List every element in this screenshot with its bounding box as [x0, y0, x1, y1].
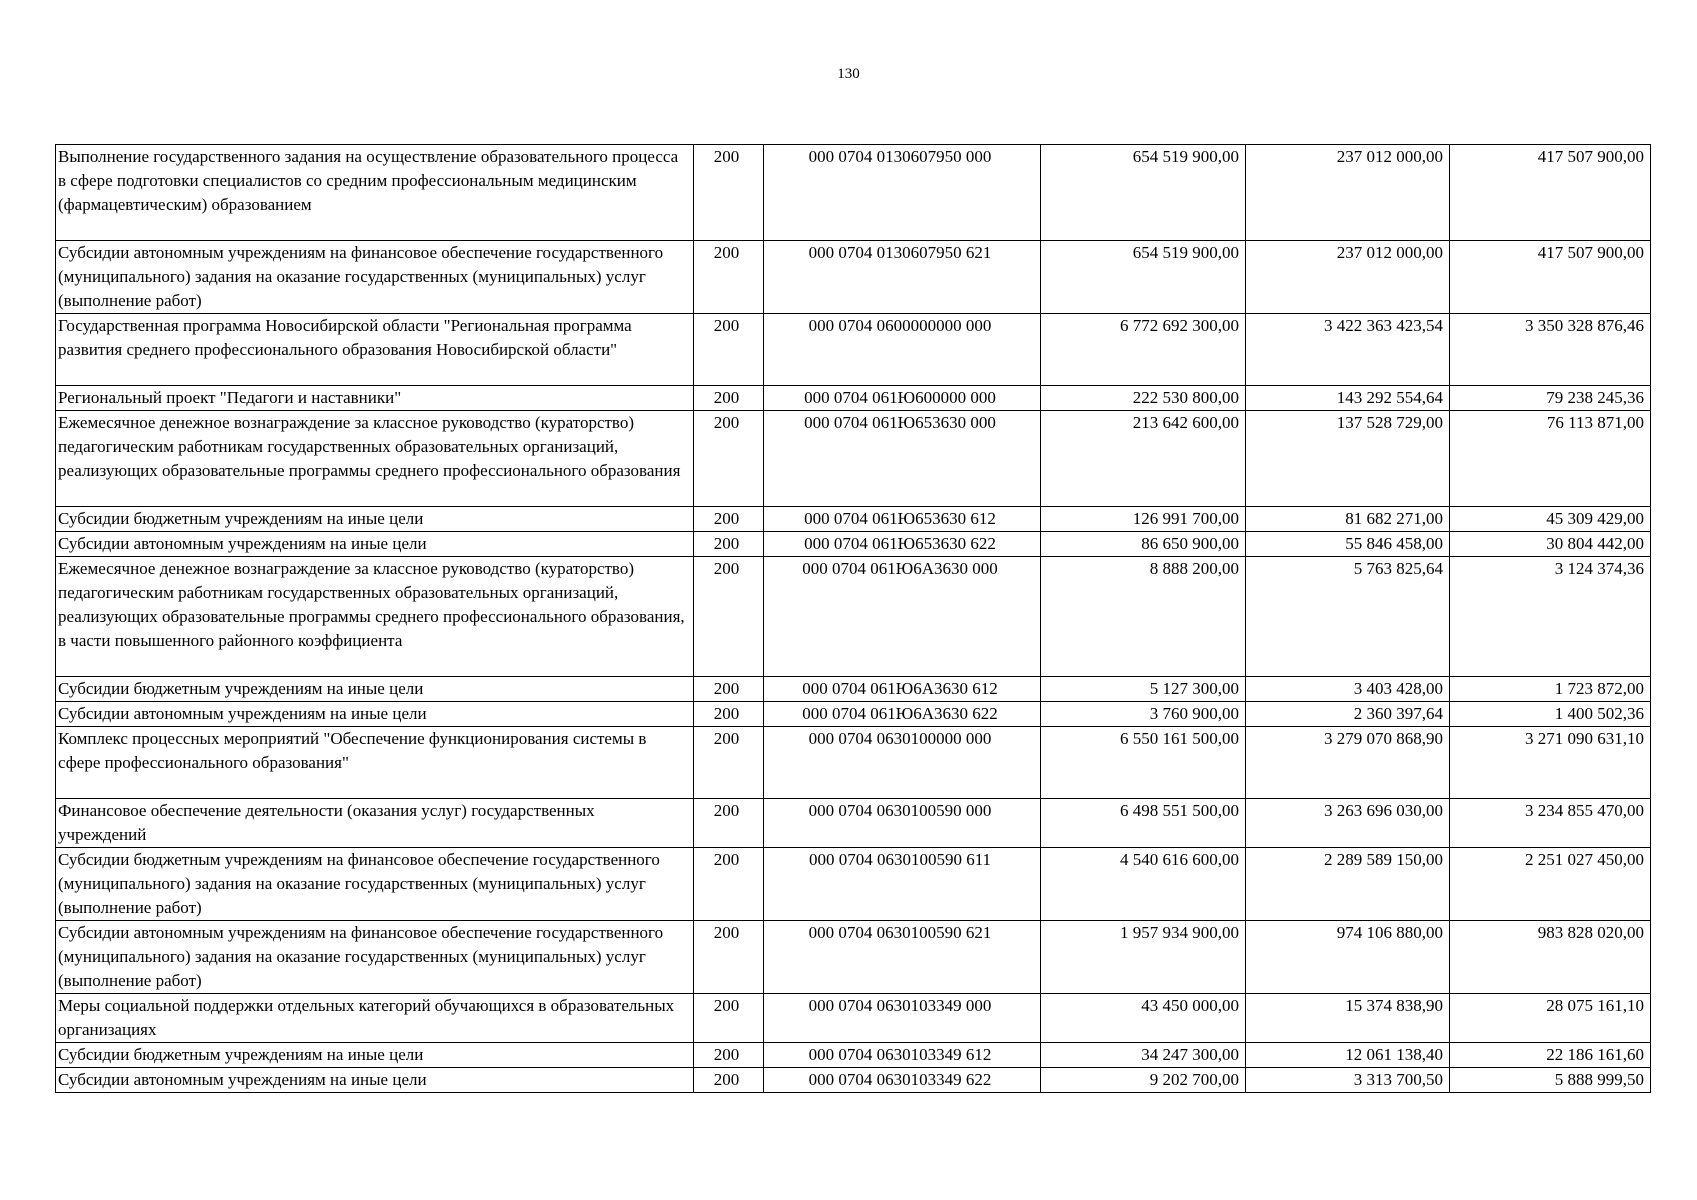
- row-executed-amount: 81 682 271,00: [1246, 507, 1450, 532]
- row-approved-amount: 4 540 616 600,00: [1041, 848, 1246, 921]
- row-approved-amount: 1 957 934 900,00: [1041, 921, 1246, 994]
- row-admin-code: 200: [694, 1068, 764, 1093]
- row-approved-amount: 126 991 700,00: [1041, 507, 1246, 532]
- table-row: [56, 145, 1651, 241]
- row-approved-amount: 8 888 200,00: [1041, 557, 1246, 677]
- row-name: Ежемесячное денежное вознаграждение за классное руководство (кураторство) педагогическим работникам государственных образовательных организаций, реализующих образовательные программы среднего профессионального образования: [56, 411, 694, 507]
- row-budget-code: 000 0704 061Ю6А3630 622: [764, 702, 1041, 727]
- row-remaining-amount: 3 124 374,36: [1450, 557, 1651, 677]
- row-budget-code: 000 0704 061Ю6А3630 612: [764, 677, 1041, 702]
- row-name: Ежемесячное денежное вознаграждение за классное руководство (кураторство) педагогическим работникам государственных образовательных организаций, реализующих образовательные программы среднего профессионального образования, в части повышенного районного коэффициента: [56, 557, 694, 677]
- row-remaining-amount: 2 251 027 450,00: [1450, 848, 1651, 921]
- row-executed-amount: 3 403 428,00: [1246, 677, 1450, 702]
- row-approved-amount: 43 450 000,00: [1041, 994, 1246, 1043]
- row-budget-code: 000 0704 0630103349 612: [764, 1043, 1041, 1068]
- row-remaining-amount: 28 075 161,10: [1450, 994, 1651, 1043]
- page-number: 130: [837, 66, 860, 82]
- row-admin-code: 200: [694, 921, 764, 994]
- table-row: [56, 557, 1651, 677]
- row-name: Субсидии бюджетным учреждениям на финансовое обеспечение государственного (муниципального) задания на оказание государственных (муниципальных) услуг (выполнение работ): [56, 848, 694, 921]
- budget-table: [55, 144, 1651, 1093]
- row-budget-code: 000 0704 0630100000 000: [764, 727, 1041, 799]
- row-admin-code: 200: [694, 994, 764, 1043]
- row-remaining-amount: 3 350 328 876,46: [1450, 314, 1651, 386]
- row-remaining-amount: 30 804 442,00: [1450, 532, 1651, 557]
- table-row: [56, 314, 1651, 386]
- row-executed-amount: 2 360 397,64: [1246, 702, 1450, 727]
- row-name: Выполнение государственного задания на осуществление образовательного процесса в сфере подготовки специалистов со средним профессиональным медицинским (фармацевтическим) образованием: [56, 145, 694, 241]
- row-budget-code: 000 0704 0630100590 000: [764, 799, 1041, 848]
- row-approved-amount: 9 202 700,00: [1041, 1068, 1246, 1093]
- row-name: Финансовое обеспечение деятельности (оказания услуг) государственных учреждений: [56, 799, 694, 848]
- row-executed-amount: 137 528 729,00: [1246, 411, 1450, 507]
- row-executed-amount: 3 422 363 423,54: [1246, 314, 1450, 386]
- row-name: Субсидии автономным учреждениям на финансовое обеспечение государственного (муниципального) задания на оказание государственных (муниципальных) услуг (выполнение работ): [56, 921, 694, 994]
- table-row: [56, 677, 1651, 702]
- row-admin-code: 200: [694, 386, 764, 411]
- row-admin-code: 200: [694, 411, 764, 507]
- row-budget-code: 000 0704 061Ю600000 000: [764, 386, 1041, 411]
- row-executed-amount: 237 012 000,00: [1246, 241, 1450, 314]
- row-admin-code: 200: [694, 507, 764, 532]
- row-executed-amount: 55 846 458,00: [1246, 532, 1450, 557]
- row-remaining-amount: 45 309 429,00: [1450, 507, 1651, 532]
- row-remaining-amount: 1 723 872,00: [1450, 677, 1651, 702]
- row-remaining-amount: 417 507 900,00: [1450, 145, 1651, 241]
- row-remaining-amount: 22 186 161,60: [1450, 1043, 1651, 1068]
- row-approved-amount: 6 498 551 500,00: [1041, 799, 1246, 848]
- row-approved-amount: 6 550 161 500,00: [1041, 727, 1246, 799]
- row-name: Субсидии автономным учреждениям на иные цели: [56, 702, 694, 727]
- row-budget-code: 000 0704 0630103349 000: [764, 994, 1041, 1043]
- row-approved-amount: 222 530 800,00: [1041, 386, 1246, 411]
- table-row: [56, 241, 1651, 314]
- table-row: [56, 1068, 1651, 1093]
- row-approved-amount: 6 772 692 300,00: [1041, 314, 1246, 386]
- row-budget-code: 000 0704 0130607950 621: [764, 241, 1041, 314]
- table-row: [56, 848, 1651, 921]
- row-remaining-amount: 3 234 855 470,00: [1450, 799, 1651, 848]
- row-budget-code: 000 0704 061Ю653630 612: [764, 507, 1041, 532]
- table-row: [56, 532, 1651, 557]
- row-approved-amount: 654 519 900,00: [1041, 145, 1246, 241]
- row-name: Государственная программа Новосибирской области "Региональная программа развития среднего профессионального образования Новосибирской области": [56, 314, 694, 386]
- row-approved-amount: 86 650 900,00: [1041, 532, 1246, 557]
- row-name: Субсидии бюджетным учреждениям на иные цели: [56, 507, 694, 532]
- row-admin-code: 200: [694, 557, 764, 677]
- row-remaining-amount: 5 888 999,50: [1450, 1068, 1651, 1093]
- row-remaining-amount: 79 238 245,36: [1450, 386, 1651, 411]
- row-budget-code: 000 0704 061Ю653630 000: [764, 411, 1041, 507]
- table-row: [56, 994, 1651, 1043]
- table-row: [56, 921, 1651, 994]
- row-budget-code: 000 0704 061Ю653630 622: [764, 532, 1041, 557]
- row-admin-code: 200: [694, 1043, 764, 1068]
- row-executed-amount: 237 012 000,00: [1246, 145, 1450, 241]
- table-row: [56, 507, 1651, 532]
- table-row: [56, 799, 1651, 848]
- row-admin-code: 200: [694, 799, 764, 848]
- row-name: Комплекс процессных мероприятий "Обеспечение функционирования системы в сфере профессионального образования": [56, 727, 694, 799]
- row-remaining-amount: 417 507 900,00: [1450, 241, 1651, 314]
- row-budget-code: 000 0704 0600000000 000: [764, 314, 1041, 386]
- row-budget-code: 000 0704 0630100590 621: [764, 921, 1041, 994]
- row-budget-code: 000 0704 0630103349 622: [764, 1068, 1041, 1093]
- row-executed-amount: 2 289 589 150,00: [1246, 848, 1450, 921]
- row-budget-code: 000 0704 061Ю6А3630 000: [764, 557, 1041, 677]
- table-row: [56, 386, 1651, 411]
- row-admin-code: 200: [694, 727, 764, 799]
- row-admin-code: 200: [694, 314, 764, 386]
- table-row: [56, 727, 1651, 799]
- row-executed-amount: 15 374 838,90: [1246, 994, 1450, 1043]
- row-name: Региональный проект "Педагоги и наставники": [56, 386, 694, 411]
- table-row: [56, 411, 1651, 507]
- row-name: Субсидии бюджетным учреждениям на иные цели: [56, 1043, 694, 1068]
- row-executed-amount: 5 763 825,64: [1246, 557, 1450, 677]
- row-name: Субсидии автономным учреждениям на финансовое обеспечение государственного (муниципального) задания на оказание государственных (муниципальных) услуг (выполнение работ): [56, 241, 694, 314]
- row-budget-code: 000 0704 0130607950 000: [764, 145, 1041, 241]
- row-name: Субсидии бюджетным учреждениям на иные цели: [56, 677, 694, 702]
- row-approved-amount: 3 760 900,00: [1041, 702, 1246, 727]
- row-admin-code: 200: [694, 702, 764, 727]
- table-row: [56, 702, 1651, 727]
- row-remaining-amount: 3 271 090 631,10: [1450, 727, 1651, 799]
- row-approved-amount: 654 519 900,00: [1041, 241, 1246, 314]
- budget-table-body: [56, 145, 1651, 1093]
- row-executed-amount: 3 263 696 030,00: [1246, 799, 1450, 848]
- row-name: Субсидии автономным учреждениям на иные цели: [56, 1068, 694, 1093]
- row-approved-amount: 213 642 600,00: [1041, 411, 1246, 507]
- row-name: Меры социальной поддержки отдельных категорий обучающихся в образовательных организациях: [56, 994, 694, 1043]
- row-executed-amount: 3 313 700,50: [1246, 1068, 1450, 1093]
- row-remaining-amount: 1 400 502,36: [1450, 702, 1651, 727]
- row-approved-amount: 34 247 300,00: [1041, 1043, 1246, 1068]
- row-executed-amount: 143 292 554,64: [1246, 386, 1450, 411]
- row-executed-amount: 12 061 138,40: [1246, 1043, 1450, 1068]
- row-budget-code: 000 0704 0630100590 611: [764, 848, 1041, 921]
- row-admin-code: 200: [694, 848, 764, 921]
- row-admin-code: 200: [694, 677, 764, 702]
- row-remaining-amount: 983 828 020,00: [1450, 921, 1651, 994]
- row-remaining-amount: 76 113 871,00: [1450, 411, 1651, 507]
- row-admin-code: 200: [694, 532, 764, 557]
- row-admin-code: 200: [694, 241, 764, 314]
- row-executed-amount: 974 106 880,00: [1246, 921, 1450, 994]
- row-admin-code: 200: [694, 145, 764, 241]
- row-executed-amount: 3 279 070 868,90: [1246, 727, 1450, 799]
- table-row: [56, 1043, 1651, 1068]
- row-approved-amount: 5 127 300,00: [1041, 677, 1246, 702]
- row-name: Субсидии автономным учреждениям на иные цели: [56, 532, 694, 557]
